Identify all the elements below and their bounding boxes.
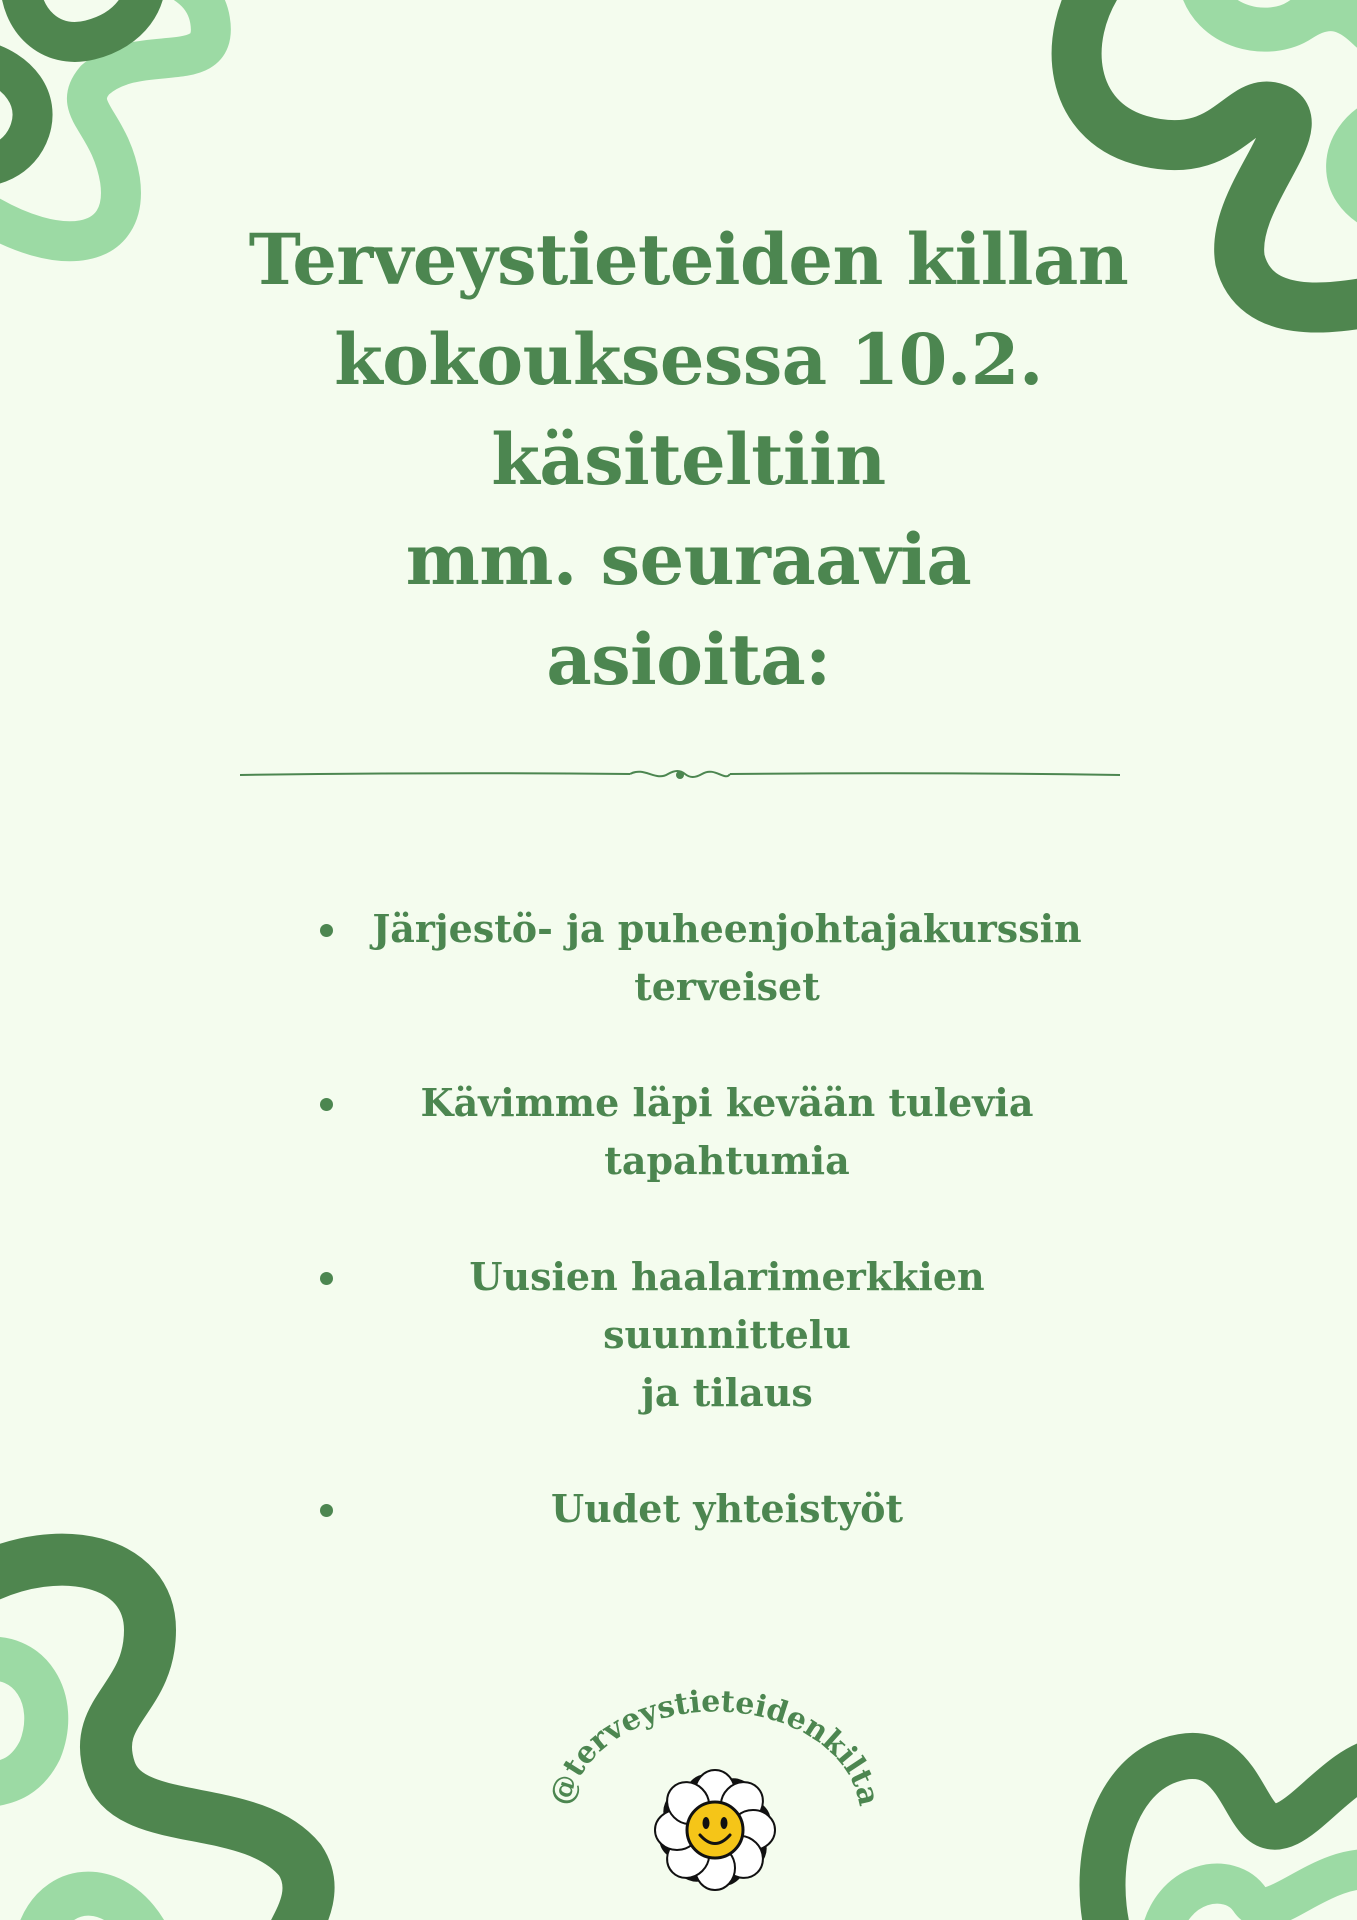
list-item-line: Kävimme läpi kevään tulevia <box>420 1080 1034 1125</box>
title-line: asioita: <box>546 618 831 701</box>
list-item-line: Uusien haalarimerkkien suunnittelu <box>469 1254 985 1357</box>
list-item <box>310 1480 1100 1538</box>
list-item <box>310 900 1100 1016</box>
list-item-line: terveiset <box>634 964 820 1009</box>
page-title <box>160 210 1217 710</box>
ornamental-divider <box>240 760 1120 790</box>
instagram-handle: @terveystieteidenkilt <box>543 1684 880 1810</box>
squiggle-bottom-right-light <box>1160 1869 1357 1920</box>
title-line: kokouksessa 10.2. käsiteltiin <box>334 318 1043 501</box>
smiley-flower-icon <box>654 1769 776 1891</box>
meeting-topics-list <box>310 900 1100 1596</box>
bullet-dot <box>320 1272 333 1285</box>
list-item <box>310 1248 1100 1422</box>
title-line: mm. seuraavia <box>405 518 972 601</box>
bullet-dot <box>320 1504 333 1517</box>
list-item-line: ja tilaus <box>641 1370 813 1415</box>
instagram-logo <box>540 1680 880 1910</box>
logo-graphic <box>540 1680 880 1910</box>
bullet-dot <box>320 924 333 937</box>
list-item-line: Uudet yhteistyöt <box>550 1486 904 1531</box>
list-item <box>310 1074 1100 1190</box>
bullet-dot <box>320 1098 333 1111</box>
list-item-line: tapahtumia <box>604 1138 850 1183</box>
list-item-line: Järjestö- ja puheenjohtajakurssin <box>372 906 1082 951</box>
title-line: Terveystieteiden killan <box>248 218 1129 301</box>
